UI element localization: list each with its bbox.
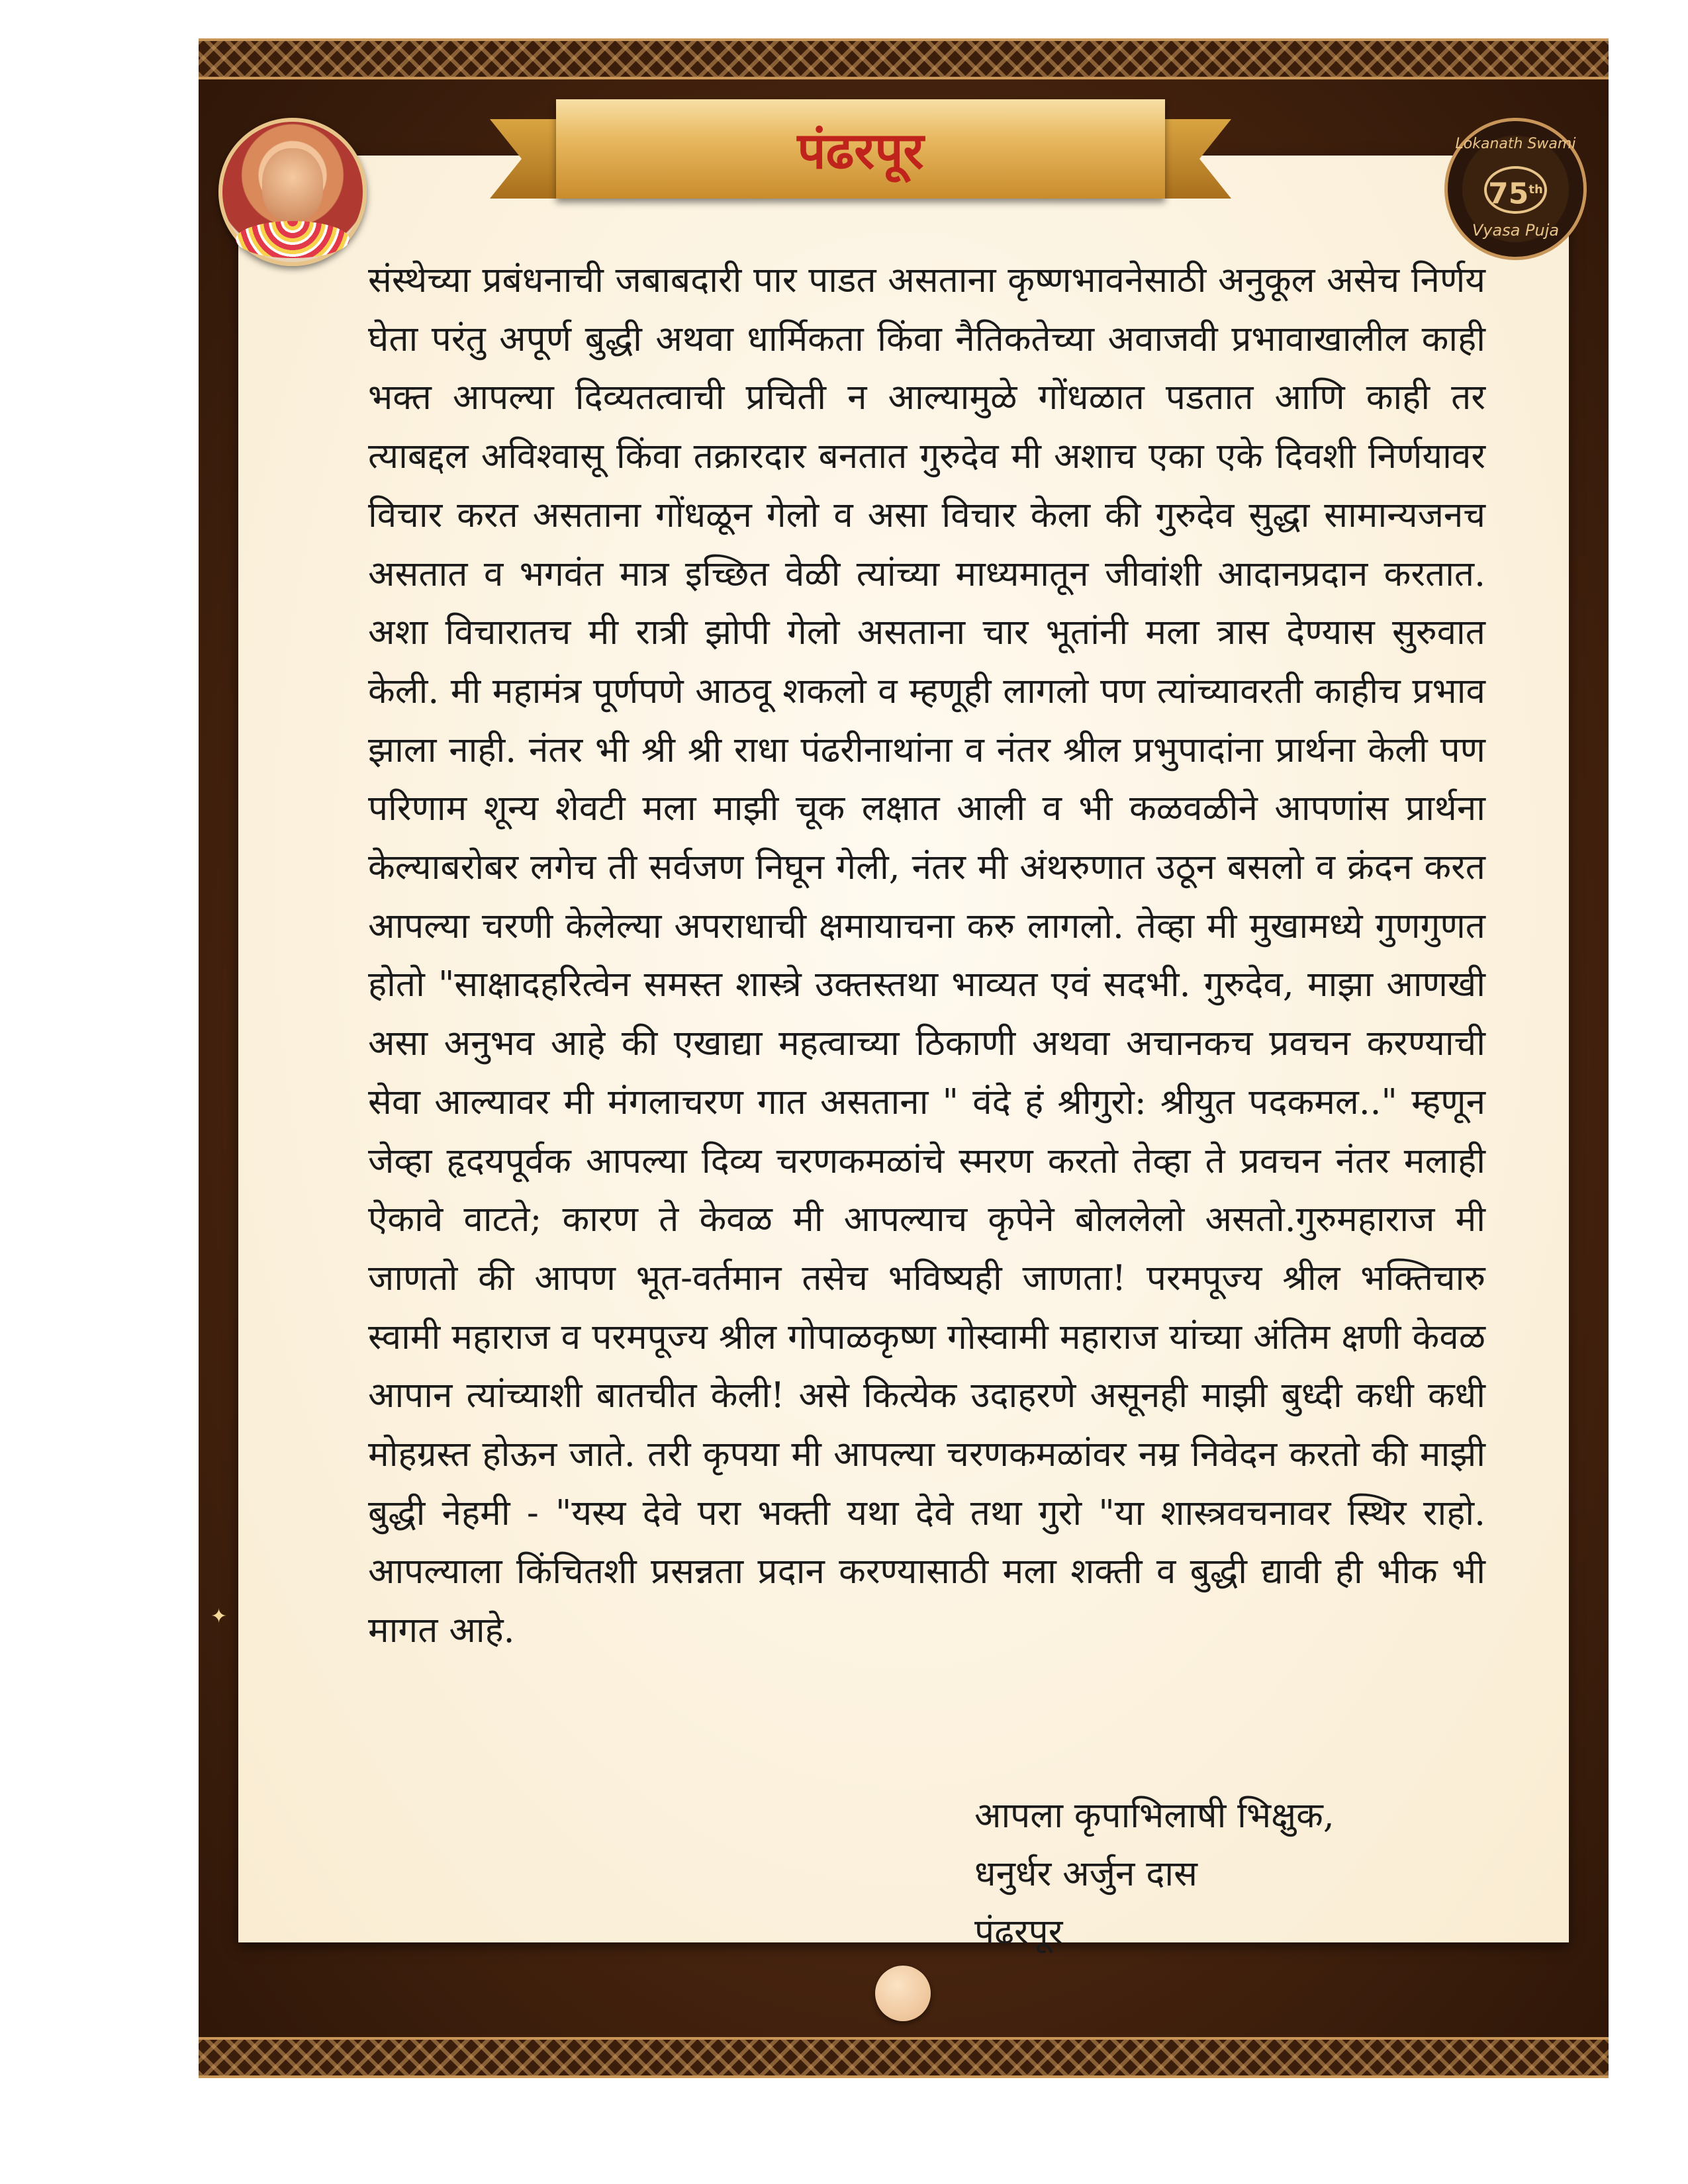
ribbon-banner	[556, 99, 1165, 199]
signature-name: धनुर्धर अर्जुन दास	[974, 1854, 1197, 1894]
offering-body-text: संस्थेच्या प्रबंधनाची जबाबदारी पार पाडत असताना कृष्णभावनेसाठी अनुकूल असेच निर्णय घेता परंतु अपूर्ण बुद्धी अथवा धार्मिकता किंवा नैतिकतेच्या अवाजवी प्रभावाखालील काही भक्त आपल्या दिव्यतत्वाची प्रचिती न आल्यामुळे गोंधळात पडतात आणि काही तर त्याबद्दल अविश्वासू किंवा तक्रारदार बनतात गुरुदेव मी अशाच एका एके दिवशी निर्णयावर विचार करत असताना गोंधळून गेलो व असा विचार केला की गुरुदेव सुद्धा सामान्यजनच असतात व भगवंत मात्र इच्छित वेळी त्यांच्या माध्यमातून जीवांशी आदानप्रदान करतात. अशा विचारातच मी रात्री झोपी गेलो असताना चार भूतांनी मला त्रास देण्यास सुरुवात केली. मी महामंत्र पूर्णपणे आठवू शकलो व म्हणूही लागलो पण त्यांच्यावरती काहीच प्रभाव झाला नाही. नंतर भी श्री श्री राधा पंढरीनाथांना व नंतर श्रील प्रभुपादांना प्रार्थना केली पण परिणाम शून्य शेवटी मला माझी चूक लक्षात आली व भी कळवळीने आपणांस प्रार्थना केल्याबरोबर लगेच ती सर्वजण निघून गेली, नंतर मी अंथरुणात उठून बसलो व क्रंदन करत आपल्या चरणी केलेल्या अपराधाची क्षमायाचना करु लागलो. तेव्हा मी मुखामध्ये गुणगुणत होतो "साक्षादहरित्वेन समस्त शास्त्रे उक्तस्तथा भाव्यत एवं सदभी. गुरुदेव, माझा आणखी असा अनुभव आहे की एखाद्या महत्वाच्या ठिकाणी अथवा अचानकच प्रवचन करण्याची सेवा आल्यावर मी मंगलाचरण गात असताना " वंदे हं श्रीगुरो: श्रीयुत पदकमल.." म्हणून जेव्हा हृदयपूर्वक आपल्या दिव्य चरणकमळांचे स्मरण करतो तेव्हा ते प्रवचन नंतर मलाही ऐकावे वाटते; कारण ते केवळ मी आपल्याच कृपेने बोललेलो असतो.गुरुमहाराज मी जाणतो की आपण भूत-वर्तमान तसेच भविष्यही जाणता! परमपूज्य श्रील भक्तिचारु स्वामी महाराज व परमपूज्य श्रील गोपाळकृष्ण गोस्वामी महाराज यांच्या अंतिम क्षणी केवळ आपान त्यांच्याशी बातचीत केली! असे कित्येक उदाहरणे असूनही माझी बुध्दी कधी कधी मोहग्रस्त होऊन जाते. तरी कृपया मी आपल्या चरणकमळांवर नम्र निवेदन करतो की माझी बुद्धी नेहमी - "यस्य देवे परा भक्ती यथा देवे तथा गुरो "या शास्त्रवचनावर स्थिर राहो. आपल्याला किंचितशी प्रसन्नता प्रदान करण्यासाठी मला शक्ती व बुद्धी द्यावी ही भीक भी मागत आहे.	[368, 260, 1485, 1651]
sparkle-icon: ✦	[211, 1605, 228, 1628]
badge-superscript: th	[1528, 183, 1543, 197]
badge-top-text: Lokanath Swami	[1455, 136, 1576, 152]
portrait-face	[262, 148, 323, 221]
portrait-garland	[236, 221, 350, 258]
page-title: पंढरपूर	[797, 120, 924, 180]
guru-portrait-image	[218, 118, 367, 266]
badge-number: 75th	[1484, 166, 1547, 214]
page-ornament-dot	[875, 1966, 931, 2021]
frame-border-top	[199, 38, 1609, 79]
signature-place: पंढरपूर	[974, 1912, 1063, 1952]
signature-block	[974, 1787, 1438, 1962]
vyasa-puja-75-badge	[1444, 118, 1587, 260]
signature-closing: आपला कृपाभिलाषी भिक्षुक,	[974, 1796, 1335, 1836]
frame-border-bottom	[199, 2037, 1609, 2078]
title-ribbon	[490, 93, 1231, 238]
badge-bottom-text: Vyasa Puja	[1472, 221, 1560, 240]
